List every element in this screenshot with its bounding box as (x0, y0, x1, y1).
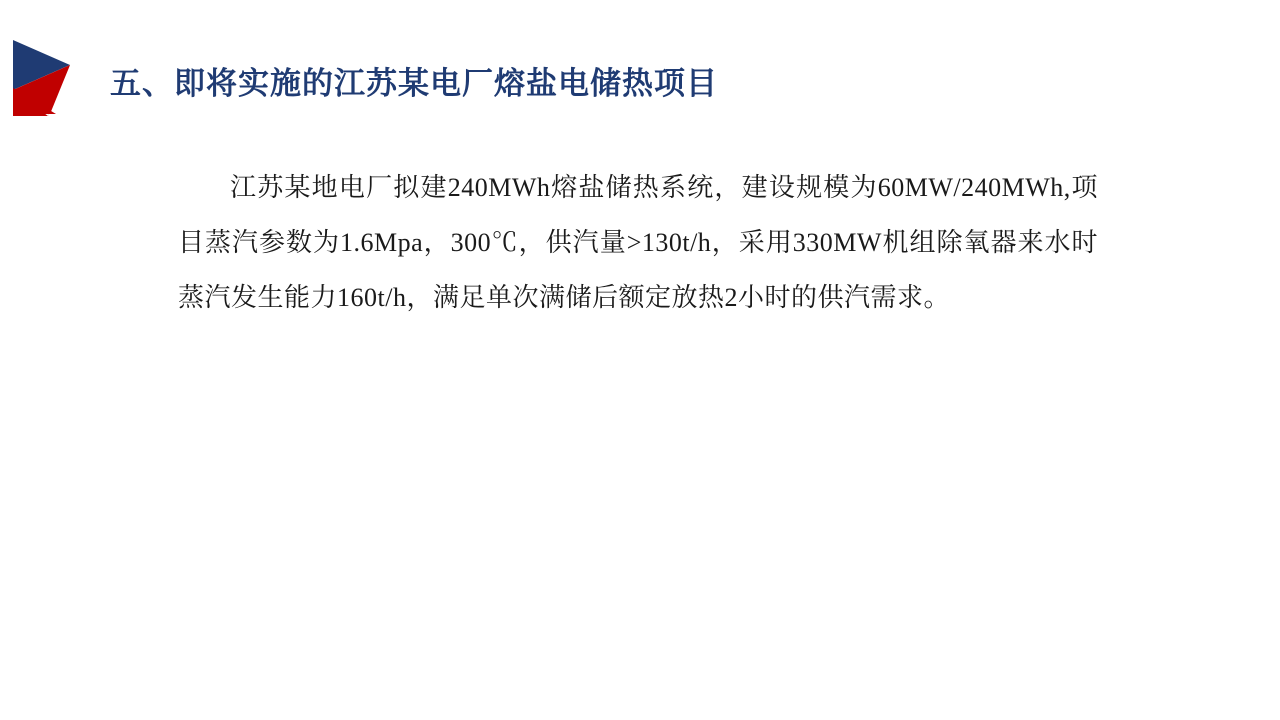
arrow-flag-mark-icon (8, 38, 80, 116)
slide-title-row (110, 52, 1210, 108)
page-title: 五、即将实施的江苏某电厂熔盐电储热项目 (110, 65, 718, 101)
slide-body (178, 160, 1098, 325)
body-paragraph: 江苏某地电厂拟建240MWh熔盐储热系统，建设规模为60MW/240MWh,项目蒸汽参数为1.6Mpa，300℃，供汽量>130t/h，采用330MW机组除氧器来水时蒸汽发生能力160t/h，满足单次满储后额定放热2小时的供汽需求。 (178, 173, 1098, 312)
